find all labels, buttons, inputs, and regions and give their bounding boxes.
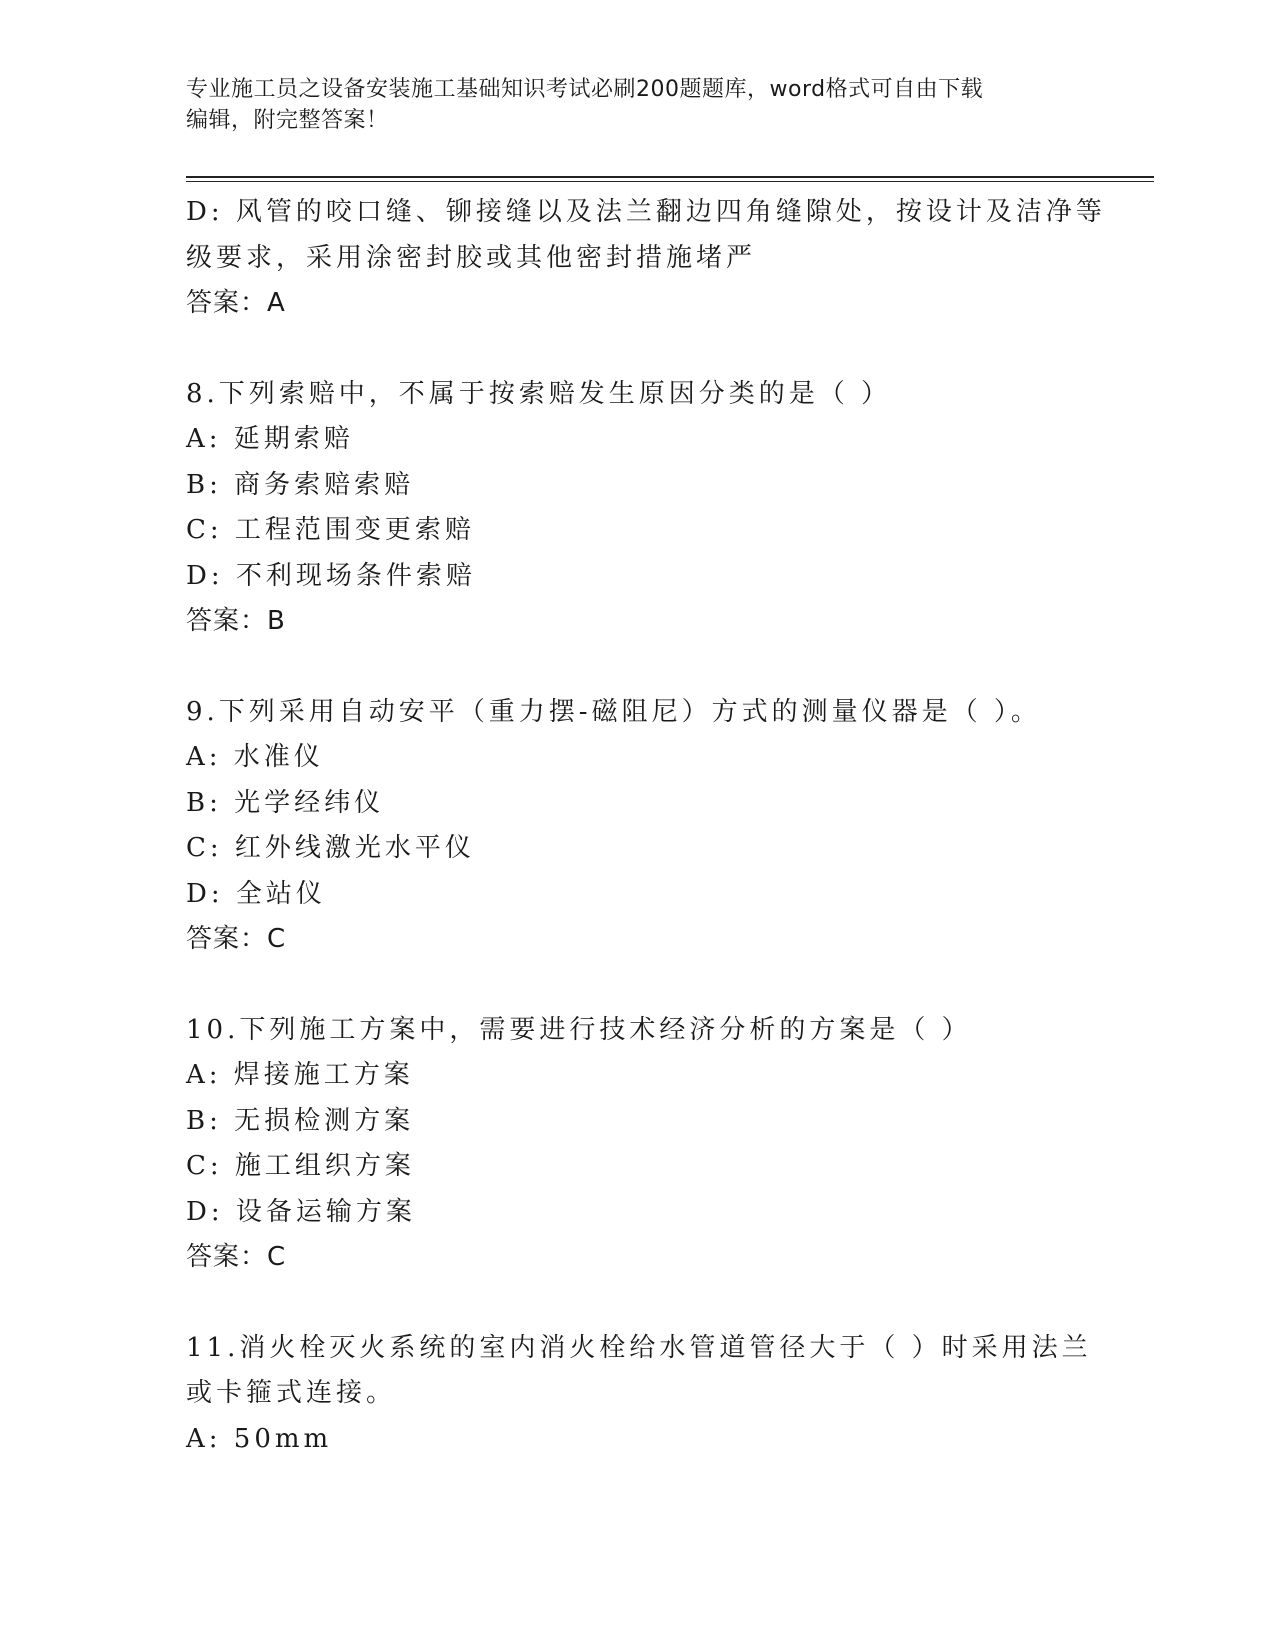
option-d-continued: 级要求，采用涂密封胶或其他密封措施堵严 (186, 242, 757, 273)
header-divider-thick (186, 176, 1154, 178)
spacer (186, 327, 1086, 372)
document-header (186, 74, 1086, 136)
header-title-line-1: 专业施工员之设备安装施工基础知识考试必刷200题题库，word格式可自由下载 (186, 77, 984, 102)
question-8 (186, 372, 1086, 645)
answer-line: 答案：C (186, 924, 287, 954)
header-title-line-2: 编辑，附完整答案！ (186, 108, 389, 133)
option-d: D: 设备运输方案 (186, 1196, 416, 1227)
option-d: D: 风管的咬口缝、铆接缝以及法兰翻边四角缝隙处，按设计及洁净等 (186, 197, 1106, 227)
spacer (186, 1281, 1086, 1326)
spacer (186, 963, 1086, 1008)
spacer (186, 645, 1086, 690)
question-stem-continued: 或卡箍式连接。 (186, 1378, 397, 1408)
option-a: A: 水准仪 (186, 742, 324, 772)
question-stem: 10.下列施工方案中，需要进行技术经济分析的方案是（ ） (186, 1014, 972, 1045)
question-list (186, 190, 1106, 1462)
question-9 (186, 690, 1086, 963)
option-a: A: 焊接施工方案 (186, 1060, 414, 1090)
question-10 (186, 1008, 1086, 1281)
answer-line: 答案：A (186, 288, 286, 318)
question-stem: 8.下列索赔中，不属于按索赔发生原因分类的是（ ） (186, 378, 892, 409)
question-7-tail (186, 190, 1106, 327)
answer-line: 答案：B (186, 606, 286, 636)
option-b: B: 无损检测方案 (186, 1105, 415, 1136)
option-d: D: 全站仪 (186, 878, 326, 909)
answer-line: 答案：C (186, 1242, 287, 1272)
header-divider-thin (186, 181, 1154, 182)
option-d: D: 不利现场条件索赔 (186, 560, 476, 591)
option-a: A: 延期索赔 (186, 424, 354, 454)
option-c: C: 工程范围变更索赔 (186, 515, 475, 545)
question-stem: 9.下列采用自动安平（重力摆-磁阻尼）方式的测量仪器是（ ）。 (186, 696, 1041, 727)
option-c: C: 施工组织方案 (186, 1151, 415, 1181)
question-11 (186, 1326, 1092, 1463)
option-c: C: 红外线激光水平仪 (186, 833, 475, 863)
option-b: B: 商务索赔索赔 (186, 469, 415, 500)
question-stem: 11.消火栓灭火系统的室内消火栓给水管道管径大于（ ）时采用法兰 (186, 1332, 1092, 1363)
option-b: B: 光学经纬仪 (186, 787, 385, 818)
option-a: A: 50mm (186, 1423, 333, 1454)
